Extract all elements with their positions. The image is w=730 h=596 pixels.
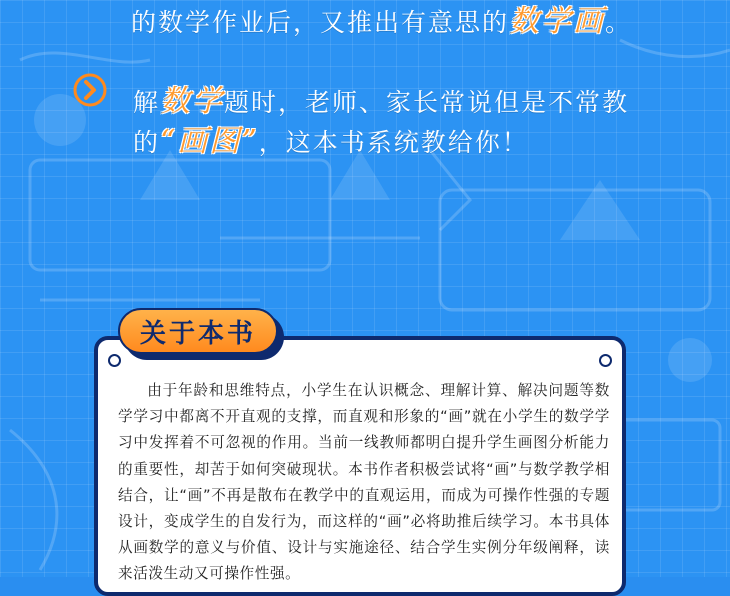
chevron-circle-right-icon [72, 72, 108, 108]
section-title-tag [118, 308, 288, 362]
card-rivet-right [599, 354, 612, 367]
title-tag-pill [118, 308, 278, 354]
headline-highlight: 数学 [160, 84, 225, 119]
section-body [118, 378, 610, 588]
headline-text: 的数学作业后，又推出有意思的 [131, 8, 510, 37]
headline-text: 解 [133, 88, 161, 117]
headline-text: ，这本书系统教给你！ [258, 128, 529, 157]
headline-highlight: 数学画 [509, 4, 606, 39]
headline-text: 。 [605, 8, 633, 37]
headline-text: 的 [133, 128, 161, 157]
headline-text: 题时，老师、家长常说但是不常教 [224, 88, 630, 117]
headline-highlight: “画图” [160, 124, 259, 159]
headline-line-2 [133, 76, 629, 120]
headline-line-1 [131, 0, 632, 40]
section-title: 关于本书 [139, 318, 256, 349]
headline-line-3 [133, 116, 529, 160]
section-body-paragraph: 由于年龄和思维特点，小学生在认识概念、理解计算、解决问题等数学学习中都离不开直观的支撑，而直观和形象的“画”就在小学生的数学学习中发挥着不可忽视的作用。当前一线教师都明白提升学生画图分析能力的重要性，却苦于如何突破现状。本书作者积极尝试将“画”与数学教学相结合，让“画”不再是散布在教学中的直观运用，而成为可操作性强的专题设计，变成学生的自发行为，而这样的“画”必将助推后续学习。本书具体从画数学的意义与价值、设计与实施途径、结合学生实例分年级阐释，读来活泼生动又可操作性强。 [118, 382, 610, 583]
